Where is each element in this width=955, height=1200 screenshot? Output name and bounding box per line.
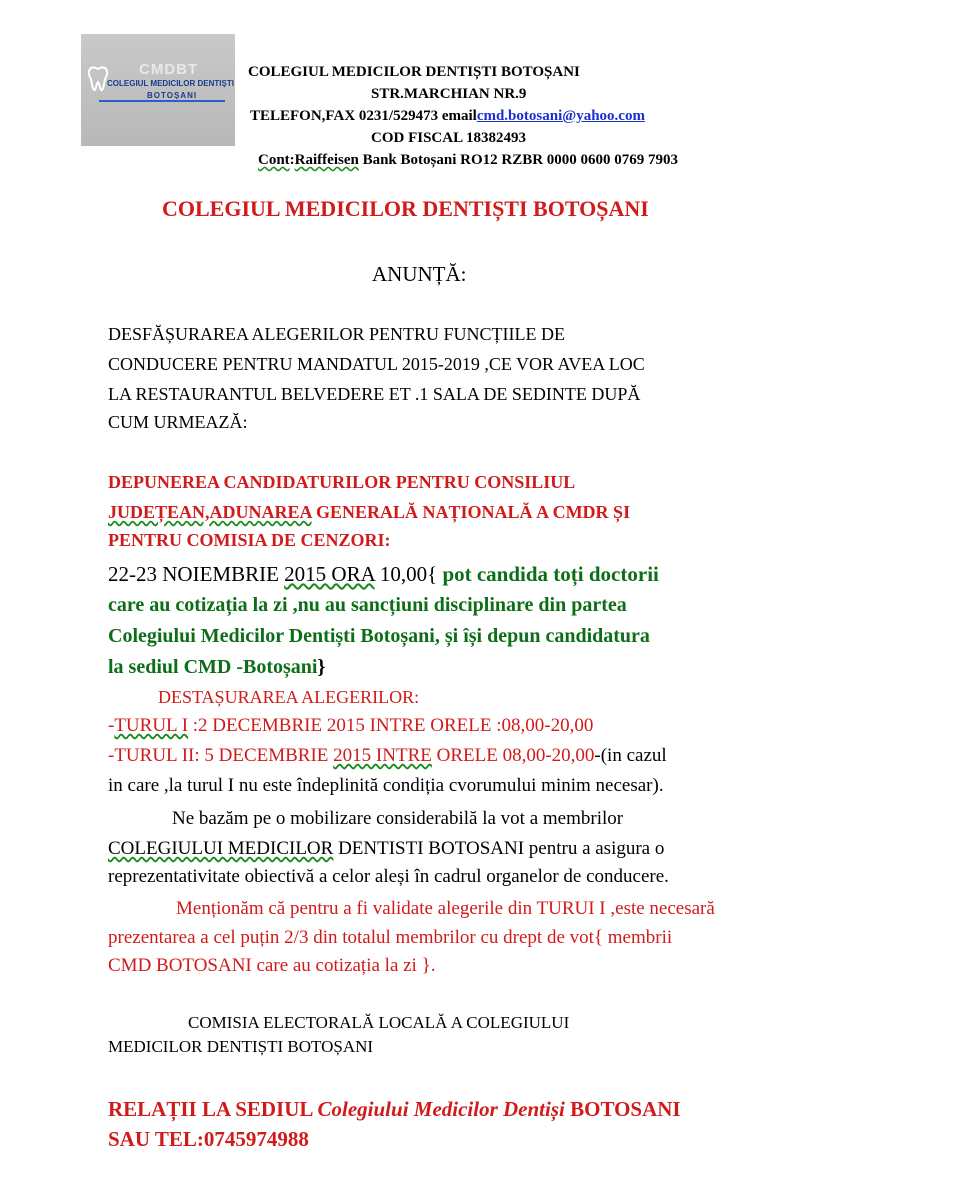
deposit-conditions-line-1: care au cotizația la zi ,nu au sancțiuni disciplinare din partea — [108, 594, 627, 616]
logo-city: BOTOȘANI — [147, 91, 198, 100]
commission-line-1: COMISIA ELECTORALĂ LOCALĂ A COLEGIULUI — [188, 1013, 570, 1032]
header-street: STR.MARCHIAN NR.9 — [371, 86, 527, 102]
intro-line-3: LA RESTAURANTUL BELVEDERE ET .1 SALA DE SEDINTE DUPĂ — [108, 384, 641, 404]
note-line-2: prezentarea a cel puțin 2/3 din totalul membrilor cu drept de vot{ membrii — [108, 927, 673, 948]
announce-heading: ANUNȚĂ: — [372, 262, 467, 286]
intro-line-4: CUM URMEAZĂ: — [108, 412, 248, 432]
page-title: COLEGIUL MEDICILOR DENTIȘTI BOTOȘANI — [162, 196, 649, 221]
email-link[interactable]: cmd.botosani@yahoo.com — [476, 108, 645, 124]
elections-heading: DESTAȘURAREA ALEGERILOR: — [158, 687, 420, 707]
tooth-icon — [87, 66, 109, 92]
deposit-conditions-line-2: Colegiului Medicilor Dentiști Botoșani, și își depun candidatura — [108, 625, 650, 647]
deposit-conditions-line-3: la sediul CMD -Botoșani} — [108, 656, 326, 678]
header-college-name: COLEGIUL MEDICILOR DENTIȘTI BOTOȘANI — [248, 64, 580, 80]
deposit-line-2: JUDEȚEAN,ADUNAREA GENERALĂ NAȚIONALĂ A CMDR ȘI — [108, 502, 631, 522]
logo-underline — [99, 100, 225, 102]
commission-line-2: MEDICILOR DENTIȘTI BOTOȘANI — [108, 1037, 374, 1056]
logo-abbreviation: CMDBT — [139, 61, 199, 78]
header-fiscal-code: COD FISCAL 18382493 — [371, 130, 527, 146]
logo-name: COLEGIUL MEDICILOR DENTIȘTI — [107, 79, 234, 88]
college-logo — [81, 34, 235, 146]
note-line-1: Menționăm că pentru a fi validate alegerile din TURUI I ,este necesară — [176, 898, 715, 919]
header-bank-account: Cont:Raiffeisen Bank Botoșani RO12 RZBR 0000 0600 0769 7903 — [258, 152, 679, 168]
contact-line-1: RELAȚII LA SEDIUL Colegiului Medicilor Dentiși BOTOSANI — [108, 1097, 681, 1121]
mobilize-line-3: reprezentativitate obiectivă a celor aleși în cadrul organelor de conducere. — [108, 866, 669, 887]
mobilize-line-2: COLEGIULUI MEDICILOR DENTISTI BOTOSANI pentru a asigura o — [108, 838, 665, 859]
contact-phone: SAU TEL:0745974988 — [108, 1127, 309, 1151]
round-one-line: -TURUL I :2 DECEMBRIE 2015 INTRE ORELE :08,00-20,00 — [108, 715, 594, 736]
round-two-condition: in care ,la turul I nu este îndeplinită condiția cvorumului minim necesar). — [108, 775, 664, 796]
mobilize-line-1: Ne bazăm pe o mobilizare considerabilă la vot a membrilor — [172, 808, 624, 829]
deposit-date-line: 22-23 NOIEMBRIE 2015 ORA 10,00{ pot candida toți doctorii — [108, 562, 659, 586]
intro-line-2: CONDUCERE PENTRU MANDATUL 2015-2019 ,CE VOR AVEA LOC — [108, 354, 645, 374]
note-line-3: CMD BOTOSANI care au cotizația la zi }. — [108, 955, 436, 976]
intro-line-1: DESFĂȘURAREA ALEGERILOR PENTRU FUNCȚIILE DE — [108, 324, 566, 344]
deposit-line-1: DEPUNEREA CANDIDATURILOR PENTRU CONSILIUL — [108, 472, 576, 492]
deposit-line-3: PENTRU COMISIA DE CENZORI: — [108, 530, 391, 550]
round-two-line: -TURUL II: 5 DECEMBRIE 2015 INTRE ORELE 08,00-20,00-(in cazul — [108, 745, 667, 766]
header-phone-email: TELEFON,FAX 0231/529473 emailcmd.botosani@yahoo.com — [250, 108, 645, 124]
